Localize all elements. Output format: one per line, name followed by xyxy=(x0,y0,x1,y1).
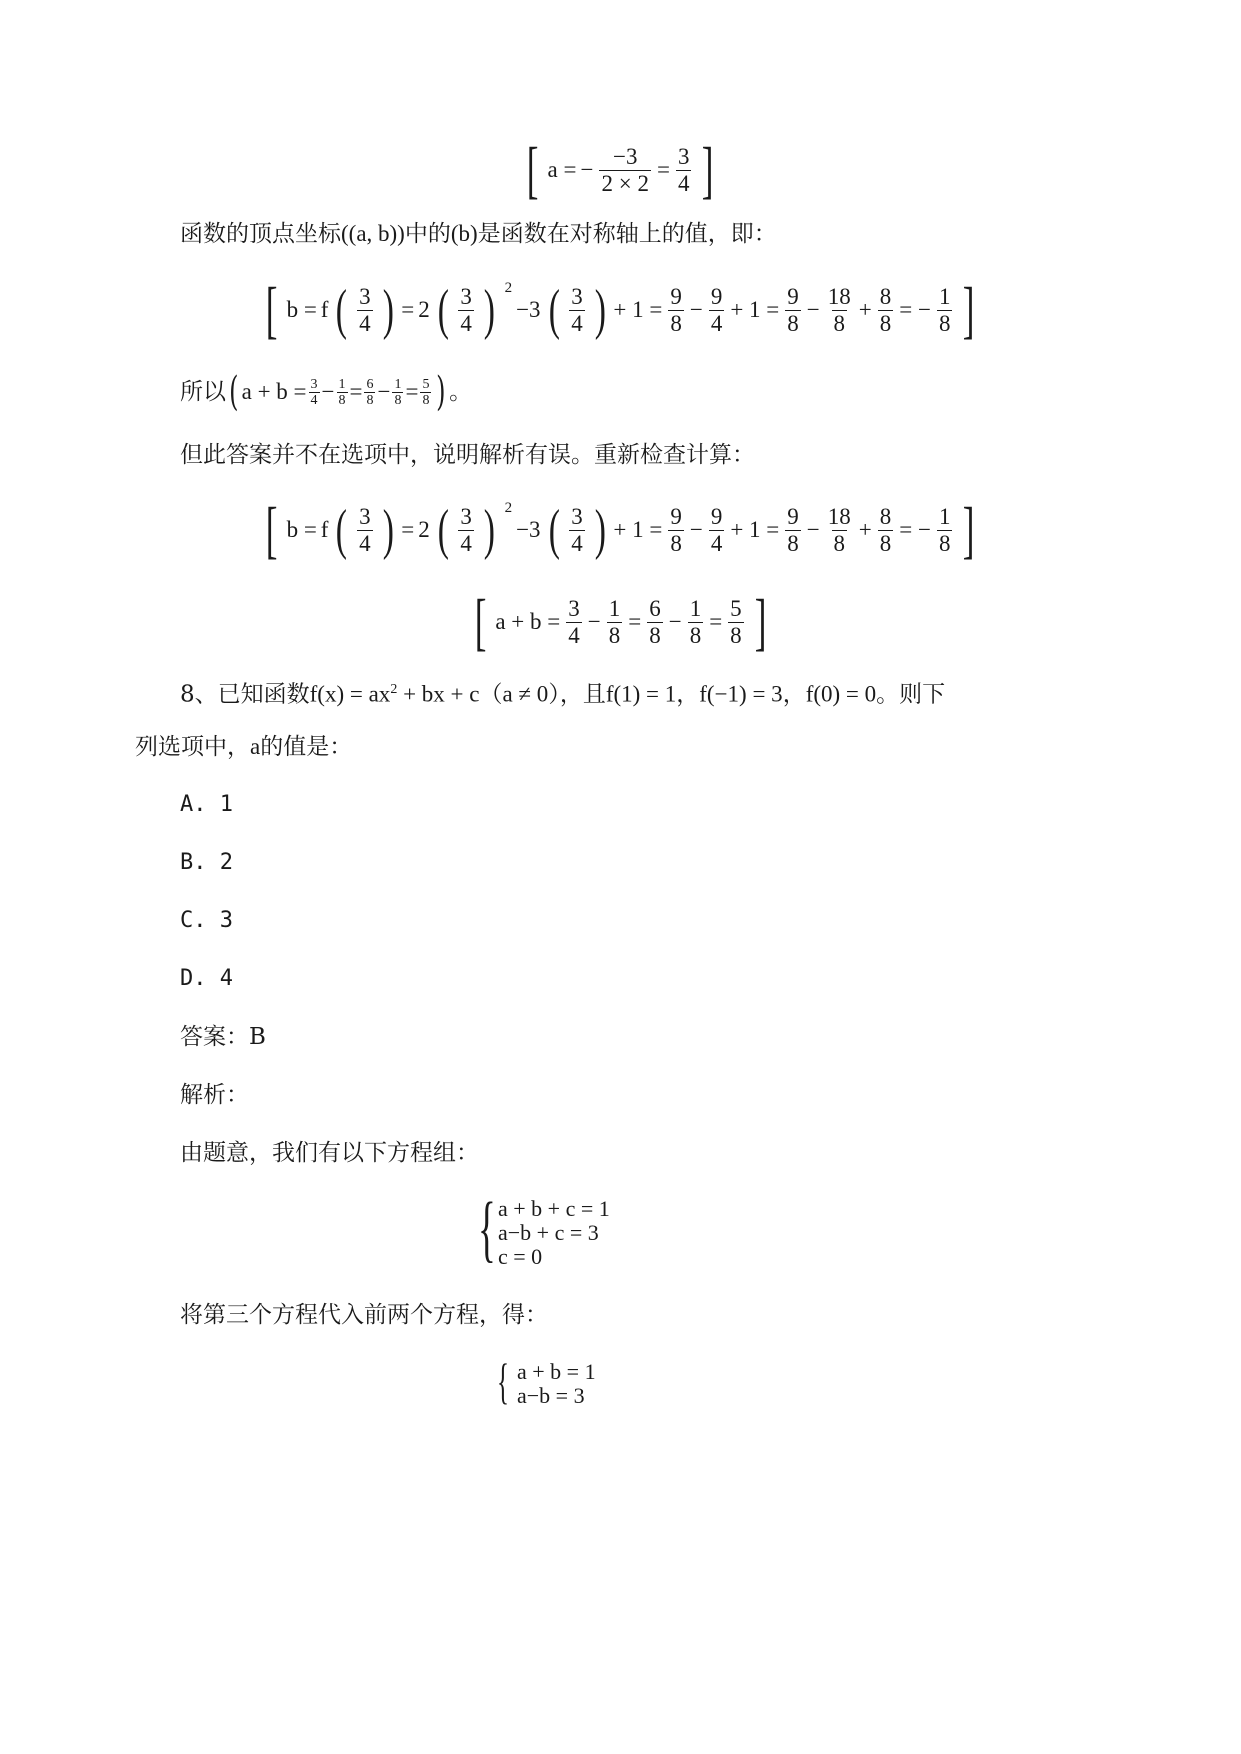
fraction: $\frac{3}{4}$ xyxy=(677,143,690,196)
eq-a-lhs: a = xyxy=(547,157,577,182)
left-brace: { xyxy=(478,1188,496,1270)
fraction: $\frac{-3}{2 \times 2}$ xyxy=(601,143,649,196)
equation-sum: [ a + b = $\frac{3}{4}$ − $\frac{1}{8}$ = $\frac{6}{8}$ − $\frac{1}{8}$ = $\frac{5}{8}$ ] xyxy=(474,586,767,657)
question-8-line2: 列选项中，a的值是： xyxy=(135,734,353,760)
paragraph-vertex: 函数的顶点坐标((a, b))中的(b)是函数在对称轴上的值，即： xyxy=(180,221,777,247)
right-bracket: ] xyxy=(702,134,714,205)
equation-b-recheck: [ b = f ( $\frac{3}{4}$ ) = 2 ( $\frac{3}{4}$ ) $^2$ −3 ( $\frac{3}{4}$ ) + 1 = $\frac{9}{8}$ − $\frac{9}{4}$ + 1 = $\frac{9}{8}$ − $\frac{18}{8}$ + $\frac{8}{8}$ = − $\frac{1}{8}$ ] xyxy=(266,494,975,565)
left-brace: { xyxy=(497,1353,509,1409)
option-b: B. 2 xyxy=(180,850,233,875)
option-d: D. 4 xyxy=(180,966,233,991)
answer-line: 答案：B xyxy=(180,1024,266,1050)
eq-a-minus: − xyxy=(580,157,594,182)
paragraph-recheck: 但此答案并不在选项中，说明解析有误。重新检查计算： xyxy=(180,442,755,468)
equation-a: [ a = − $\frac{-3}{2 \times 2}$ = $\frac{3}{4}$ ] xyxy=(527,134,714,205)
question-8-line1: 8、已知函数$f(x) = ax^2$ + bx + c（a ≠ 0），且f(1) = 1，f(−1) = 3，f(0) = 0。则下 xyxy=(180,681,946,708)
equation-b: [ b = f ( $\frac{3}{4}$ ) = 2 ( $\frac{3}{4}$ ) $^2$ −3 ( $\frac{3}{4}$ ) + 1 = $\frac{9}{8}$ − $\frac{9}{4}$ + 1 = $\frac{9}{8}$ − $\frac{18}{8}$ + $\frac{8}{8}$ = − $\frac{1}{8}$ ] xyxy=(266,274,975,345)
option-c: C. 3 xyxy=(180,908,233,933)
option-a: A. 1 xyxy=(180,792,233,817)
paragraph-substitute: 将第三个方程代入前两个方程，得： xyxy=(180,1302,548,1328)
paragraph-system-intro: 由题意，我们有以下方程组： xyxy=(180,1140,479,1166)
paragraph-sum-inline: 所以 ( a + b = $\frac{3}{4}$ − $\frac{1}{8}$ = $\frac{6}{8}$ − $\frac{1}{8}$ = $\frac{5}{8}$ ) 。 xyxy=(180,369,473,415)
equation-system-2: { a + b = 1 a−b = 3 xyxy=(497,1353,596,1409)
left-bracket: [ xyxy=(527,134,539,205)
analysis-label: 解析： xyxy=(180,1082,249,1108)
equation-system-1: { a + b + c = 1 a−b + c = 3 c = 0 xyxy=(478,1188,610,1270)
